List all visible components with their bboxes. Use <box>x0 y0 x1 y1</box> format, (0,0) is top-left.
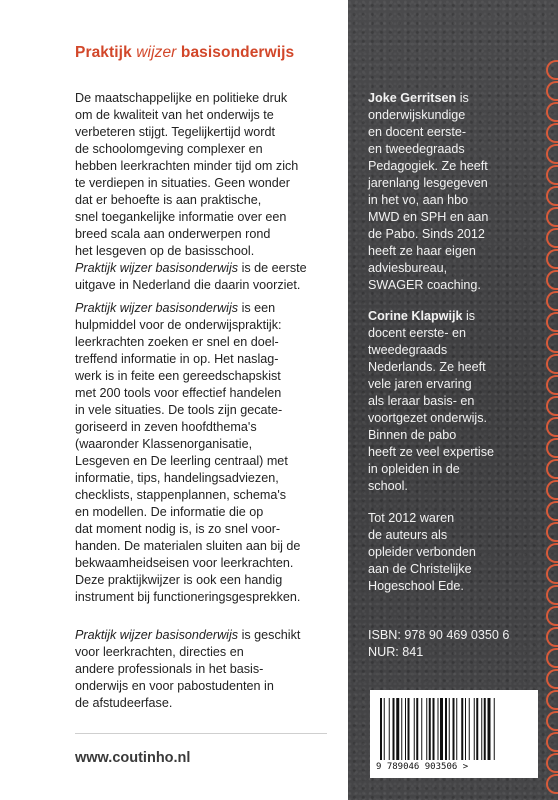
text-line: het lesgeven op de basisschool. <box>75 244 255 258</box>
text-line: jarenlang lesgegeven <box>368 176 488 190</box>
binding-ring <box>546 438 558 458</box>
text-line: informatie, tips, handelingsadviezen, <box>75 471 279 485</box>
text-line: en docent eerste- <box>368 125 467 139</box>
series-title-part1: Praktijk <box>75 44 132 61</box>
text-line: de afstudeerfase. <box>75 696 173 710</box>
text-line: met 200 tools voor effectief handelen <box>75 386 282 400</box>
barcode-bar <box>416 698 418 760</box>
text-line: Lesgeven en De leerling centraal) met <box>75 454 288 468</box>
text-line: opleider verbonden <box>368 545 476 559</box>
barcode-bar <box>469 698 470 760</box>
text-line <box>368 308 494 325</box>
barcode-bar <box>396 698 399 760</box>
text-line: de schoolomgeving complexer en <box>75 142 263 156</box>
binding-ring <box>546 186 558 206</box>
text-line: hulpmiddel voor de onderwijspraktijk: <box>75 318 282 332</box>
barcode-bar <box>426 698 427 760</box>
text-line: in het vo, aan hbo <box>368 193 469 207</box>
book-title-italic: Praktijk wijzer basisonderwijs <box>75 261 239 275</box>
binding-ring <box>546 354 558 374</box>
text-fragment: is <box>462 309 476 323</box>
binding-ring <box>546 144 558 164</box>
binding-ring <box>546 774 558 794</box>
text-line: aan de Christelijke <box>368 562 472 576</box>
divider-line <box>75 733 327 734</box>
text-line: hebben leerkrachten minder tijd om zich <box>75 159 299 173</box>
barcode-bar <box>494 698 495 760</box>
text-line: te verdiepen in situaties. Geen wonder <box>75 176 290 190</box>
barcode-bar <box>481 698 482 760</box>
text-fragment: is geschikt <box>238 628 301 642</box>
barcode-bar <box>465 698 466 760</box>
barcode-bar <box>401 698 402 760</box>
barcode-digits: 9 789046 903506 > <box>376 762 469 772</box>
binding-ring <box>546 123 558 143</box>
text-line: school. <box>368 479 408 493</box>
text-line: breed scala aan onderwerpen rond <box>75 227 271 241</box>
text-line: vele jaren ervaring <box>368 377 472 391</box>
barcode-bar <box>456 698 457 760</box>
barcode-bar <box>380 698 382 760</box>
text-line: onderwijskundige <box>368 108 466 122</box>
intro-paragraph <box>75 90 307 294</box>
description-paragraph <box>75 300 300 606</box>
text-line <box>75 627 300 644</box>
text-line: Pedagogiek. Ze heeft <box>368 159 488 173</box>
text-line: dat moment nodig is, is zo snel voor- <box>75 522 281 536</box>
binding-ring <box>546 270 558 290</box>
binding-ring <box>546 543 558 563</box>
text-line: adviesbureau, <box>368 261 448 275</box>
text-fragment: is de eerste <box>238 261 307 275</box>
binding-ring <box>546 585 558 605</box>
spiral-binding <box>544 0 558 800</box>
author2-bio <box>368 308 494 495</box>
author1-name: Joke Gerritsen <box>368 91 457 105</box>
binding-ring <box>546 606 558 626</box>
barcode-bar <box>445 698 447 760</box>
isbn-barcode <box>370 690 538 778</box>
authors-note <box>368 510 476 595</box>
binding-ring <box>546 480 558 500</box>
text-line: om de kwaliteit van het onderwijs te <box>75 108 274 122</box>
barcode-bar <box>474 698 475 760</box>
binding-ring <box>546 207 558 227</box>
text-line: Deze praktijkwijzer is ook een handig <box>75 573 283 587</box>
author2-name: Corine Klapwijk <box>368 309 463 323</box>
text-line: Hogeschool Ede. <box>368 579 464 593</box>
text-line: voortgezet onderwijs. <box>368 411 488 425</box>
barcode-bar <box>449 698 450 760</box>
text-line: in opleiden in de <box>368 462 460 476</box>
text-line: heeft ze veel expertise <box>368 445 495 459</box>
text-line: docent eerste- en <box>368 326 467 340</box>
barcode-bar <box>453 698 455 760</box>
barcode-bar <box>433 698 435 760</box>
text-line: goriseerd in zeven hoofdthema's <box>75 420 257 434</box>
binding-ring <box>546 501 558 521</box>
binding-ring <box>546 711 558 731</box>
barcode-bar <box>421 698 422 760</box>
barcode-bar <box>389 698 390 760</box>
text-line: snel toegankelijke informatie over een <box>75 210 287 224</box>
text-line: Nederlands. Ze heeft <box>368 360 486 374</box>
barcode-bar <box>405 698 406 760</box>
text-line: leerkrachten zoeken er snel en doel- <box>75 335 279 349</box>
text-line: voor leerkrachten, directies en <box>75 645 244 659</box>
text-line <box>75 300 300 317</box>
binding-ring <box>546 228 558 248</box>
text-line: heeft ze haar eigen <box>368 244 476 258</box>
binding-ring <box>546 627 558 647</box>
text-line: en tweedegraads <box>368 142 465 156</box>
binding-ring <box>546 459 558 479</box>
binding-ring <box>546 648 558 668</box>
binding-ring <box>546 375 558 395</box>
book-identifiers <box>368 627 509 661</box>
binding-ring <box>546 753 558 773</box>
text-line: andere professionals in het basis- <box>75 662 264 676</box>
binding-ring <box>546 333 558 353</box>
barcode-bar <box>384 698 385 760</box>
text-line: MWD en SPH en aan <box>368 210 489 224</box>
binding-ring <box>546 669 558 689</box>
text-line: uitgave in Nederland die daarin voorziet. <box>75 278 301 292</box>
text-line: de auteurs als <box>368 528 448 542</box>
binding-ring <box>546 417 558 437</box>
text-line: als leraar basis- en <box>368 394 475 408</box>
barcode-bar <box>408 698 410 760</box>
nur-text: NUR: 841 <box>368 645 424 659</box>
barcode-bars <box>380 698 528 760</box>
series-title <box>75 44 294 62</box>
right-column <box>348 0 558 800</box>
binding-ring <box>546 165 558 185</box>
binding-ring <box>546 81 558 101</box>
binding-ring <box>546 312 558 332</box>
text-line: Binnen de pabo <box>368 428 457 442</box>
series-title-part2: wijzer <box>136 44 177 61</box>
series-title-part3: basisonderwijs <box>180 44 295 61</box>
text-fragment: is een <box>238 301 276 315</box>
binding-ring <box>546 564 558 584</box>
barcode-bar <box>414 698 415 760</box>
text-line: SWAGER coaching. <box>368 278 481 292</box>
text-line: de Pabo. Sinds 2012 <box>368 227 485 241</box>
binding-ring <box>546 690 558 710</box>
text-line: instrument bij functioneringsgesprekken. <box>75 590 301 604</box>
author1-bio <box>368 90 488 294</box>
text-line: (waaronder Klassenorganisatie, <box>75 437 253 451</box>
book-title-italic: Praktijk wijzer basisonderwijs <box>75 628 239 642</box>
barcode-bar <box>461 698 463 760</box>
binding-ring <box>546 249 558 269</box>
book-title-italic: Praktijk wijzer basisonderwijs <box>75 301 239 315</box>
publisher-website: www.coutinho.nl <box>75 750 191 766</box>
barcode-bar <box>438 698 439 760</box>
barcode-bar <box>488 698 491 760</box>
text-line: treffend informatie in op. Het naslag- <box>75 352 279 366</box>
text-line: werk is in feite een gereedschapskist <box>75 369 281 383</box>
text-line: verbeteren stijgt. Tegelijkertijd wordt <box>75 125 275 139</box>
text-line <box>75 260 307 277</box>
audience-paragraph <box>75 627 300 712</box>
barcode-bar <box>476 698 478 760</box>
barcode-bar <box>440 698 443 760</box>
barcode-bar <box>393 698 395 760</box>
text-line: handen. De materialen sluiten aan bij de <box>75 539 301 553</box>
text-line: onderwijs en voor pabostudenten in <box>75 679 274 693</box>
binding-ring <box>546 732 558 752</box>
text-line: tweedegraads <box>368 343 448 357</box>
binding-ring <box>546 102 558 122</box>
text-fragment: is <box>456 91 469 105</box>
text-line <box>368 90 488 107</box>
barcode-bar <box>429 698 431 760</box>
isbn-text: ISBN: 978 90 469 0350 6 <box>368 628 510 642</box>
text-line: De maatschappelijke en politieke druk <box>75 91 288 105</box>
text-line: en modellen. De informatie die op <box>75 505 264 519</box>
text-line: bekwaamheidseisen voor leerkrachten. <box>75 556 294 570</box>
binding-ring <box>546 522 558 542</box>
text-line: checklists, stappenplannen, schema's <box>75 488 287 502</box>
text-line: Tot 2012 waren <box>368 511 455 525</box>
barcode-bar <box>484 698 486 760</box>
text-line: in vele situaties. De tools zijn gecate- <box>75 403 283 417</box>
text-line: dat er behoefte is aan praktische, <box>75 193 262 207</box>
binding-ring <box>546 291 558 311</box>
binding-ring <box>546 396 558 416</box>
binding-ring <box>546 60 558 80</box>
